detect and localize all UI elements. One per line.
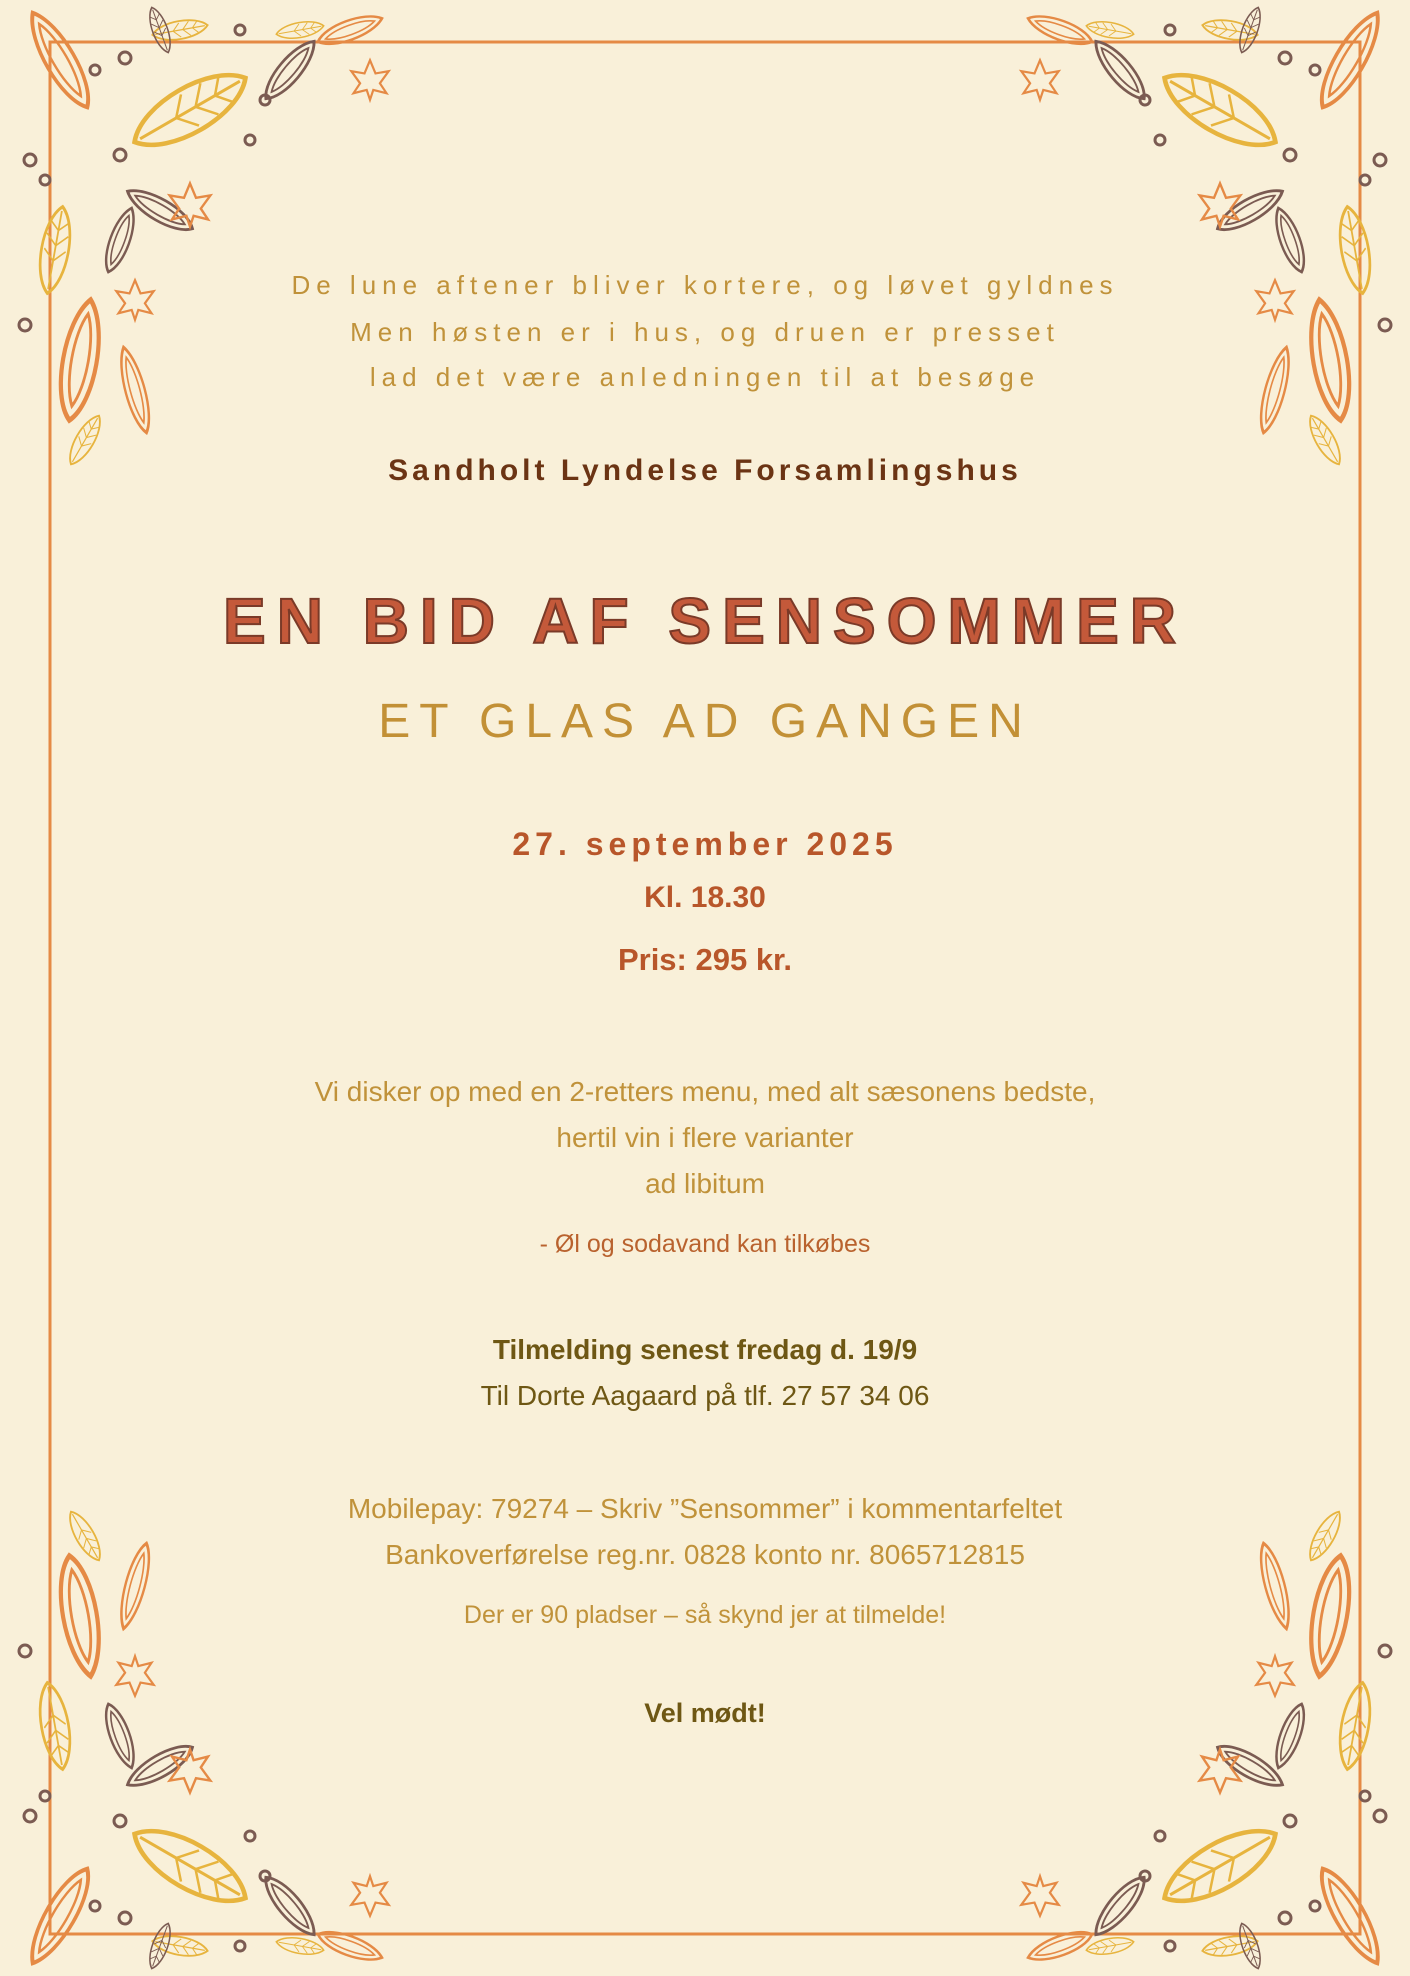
event-title: EN BID AF SENSOMMER <box>223 585 1187 657</box>
event-time: Kl. 18.30 <box>644 881 766 914</box>
drinks-note: - Øl og sodavand kan tilkøbes <box>539 1230 871 1258</box>
intro-line-1: De lune aftener bliver kortere, og løvet gyldnes <box>291 270 1119 300</box>
menu-line-1: Vi disker op med en 2-retters menu, med alt sæsonens bedste, <box>314 1076 1096 1107</box>
intro-line-3: lad det være anledningen til at besøge <box>369 362 1041 392</box>
mobilepay-info: Mobilepay: 79274 – Skriv ”Sensommer” i kommentarfeltet <box>347 1493 1063 1524</box>
event-subtitle: ET GLAS AD GANGEN <box>378 695 1032 748</box>
signup-contact: Til Dorte Aagaard på tlf. 27 57 34 06 <box>480 1380 930 1411</box>
menu-line-2: hertil vin i flere varianter <box>556 1122 854 1153</box>
event-price: Pris: 295 kr. <box>617 942 793 977</box>
seats-notice: Der er 90 pladser – så skynd jer at tilmelde! <box>463 1601 947 1629</box>
signup-deadline: Tilmelding senest fredag d. 19/9 <box>492 1334 918 1365</box>
venue-name: Sandholt Lyndelse Forsamlingshus <box>388 454 1022 487</box>
menu-line-3: ad libitum <box>645 1168 765 1199</box>
closing-greeting: Vel mødt! <box>644 1698 766 1728</box>
event-date: 27. september 2025 <box>512 826 898 862</box>
bank-transfer-info: Bankoverførelse reg.nr. 0828 konto nr. 8065712815 <box>385 1539 1025 1570</box>
intro-line-2: Men høsten er i hus, og druen er presset <box>350 317 1060 347</box>
